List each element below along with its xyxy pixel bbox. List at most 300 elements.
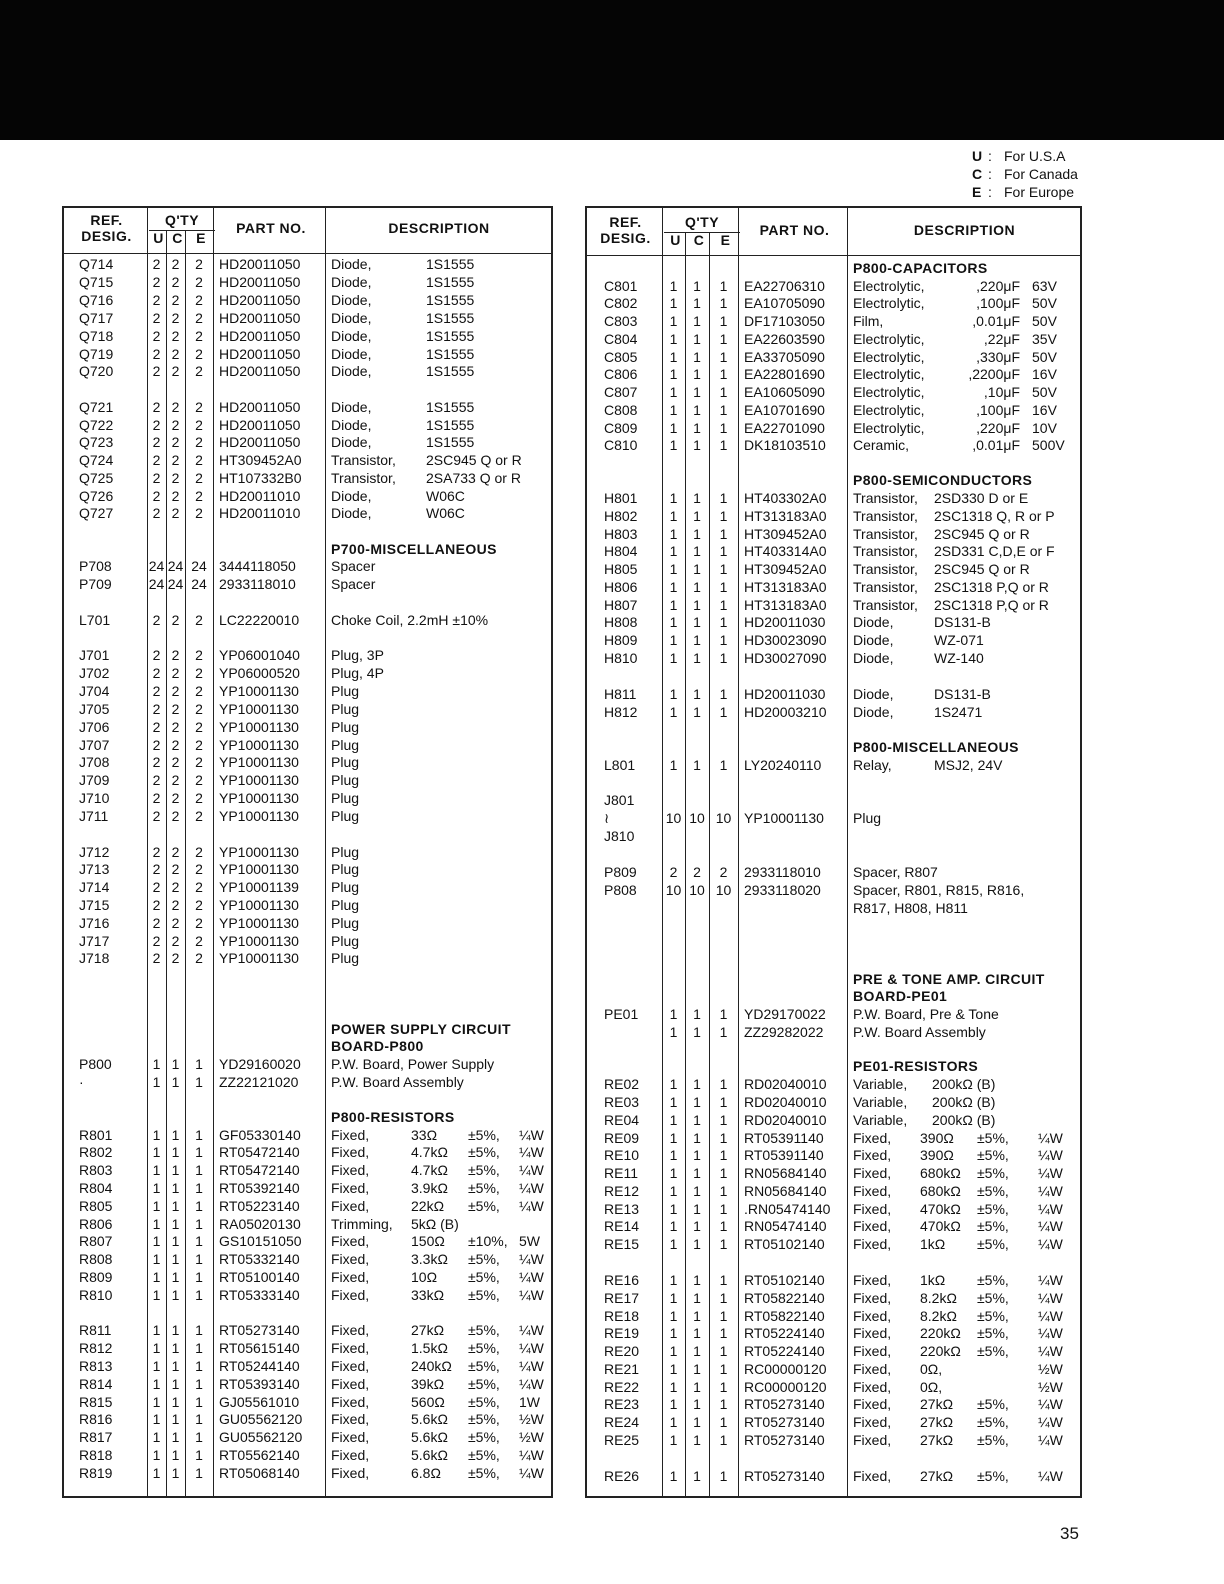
part-number: HD30023090 [744, 632, 827, 648]
parts-row [64, 469, 551, 487]
part-number: YP06001040 [219, 647, 300, 663]
qty-c: 2 [171, 915, 180, 931]
qty-c: 1 [171, 1198, 180, 1214]
ref-desig: J715 [79, 897, 110, 913]
description-value: 8.2kΩ [920, 1290, 957, 1306]
qty-e: 2 [719, 864, 728, 880]
qty-c: 2 [171, 310, 180, 326]
qty-c: 1 [693, 402, 701, 418]
description-value: 2SC945 Q or R [934, 526, 1030, 542]
parts-row [64, 1215, 551, 1233]
description-type: Fixed, [853, 1343, 892, 1359]
description-value: 22kΩ [411, 1198, 445, 1214]
qty-c: 1 [693, 1165, 701, 1181]
parts-row [64, 1232, 551, 1250]
parts-row [64, 1321, 551, 1339]
parts-row [64, 1055, 551, 1073]
description-tolerance: ±5%, [977, 1183, 1009, 1199]
part-number: RT05392140 [219, 1180, 300, 1196]
ref-desig: R810 [79, 1287, 113, 1303]
description-type: Fixed, [853, 1183, 892, 1199]
qty-c: 1 [693, 1147, 701, 1163]
parts-table-right [585, 206, 1082, 1498]
part-number: RT05391140 [744, 1130, 824, 1146]
section-heading-row [587, 471, 1080, 489]
parts-row [587, 1307, 1080, 1325]
description-type: Fixed, [853, 1414, 892, 1430]
qty-e: 2 [195, 434, 203, 450]
qty-c: 1 [171, 1322, 180, 1338]
ref-desig: Q718 [79, 328, 114, 344]
description-tolerance: 35V [1032, 331, 1057, 347]
description-type: Transistor, [853, 579, 918, 595]
qty-c: 1 [693, 1325, 701, 1341]
qty-u: 1 [669, 1290, 678, 1306]
qty-c: 2 [171, 452, 180, 468]
qty-c: 1 [693, 1094, 701, 1110]
qty-e: 2 [195, 933, 203, 949]
qty-u: 1 [669, 1468, 678, 1484]
qty-u: 2 [152, 452, 161, 468]
qty-u: 2 [152, 470, 161, 486]
qty-c: 1 [693, 1468, 701, 1484]
description-value: 3.3kΩ [411, 1251, 448, 1267]
part-number: RT05102140 [744, 1272, 825, 1288]
part-number: DF17103050 [744, 313, 825, 329]
description-value: 220kΩ [920, 1343, 961, 1359]
part-number: RT05393140 [219, 1376, 300, 1392]
description-type: Diode, [853, 686, 894, 702]
description-type: Plug [331, 737, 360, 753]
qty-e: 1 [719, 1094, 728, 1110]
section-heading-row [587, 1057, 1080, 1075]
parts-row [64, 1375, 551, 1393]
qty-c: 1 [171, 1447, 180, 1463]
top-black-band [0, 0, 1224, 140]
ref-desig: RE14 [604, 1218, 640, 1234]
parts-row: C809 1 1 1 EA22701090 Electrolytic, 220μF, 10V [604, 420, 1057, 436]
qty-e: 1 [195, 1411, 203, 1427]
section-heading: PE01-RESISTORS [853, 1058, 979, 1074]
description-rating: ¼W [1038, 1236, 1063, 1252]
part-number: RT05223140 [219, 1198, 300, 1214]
qty-e: 1 [195, 1216, 203, 1232]
parts-row [64, 860, 551, 878]
description-rating: ¼W [1038, 1165, 1063, 1181]
qty-c: 1 [693, 1130, 701, 1146]
qty-c: 1 [693, 579, 701, 595]
section-heading-row [587, 259, 1080, 277]
qty-u: 2 [152, 665, 161, 681]
part-number: RT05332140 [219, 1251, 300, 1267]
part-number: YD29160020 [219, 1056, 301, 1072]
description-type: Electrolytic, [853, 420, 925, 436]
qty-u: 1 [669, 1112, 678, 1128]
part-number: GU05562120 [219, 1411, 303, 1427]
parts-row [64, 807, 551, 825]
qty-c: 1 [693, 295, 701, 311]
parts-row: C804 1 1 1 EA22603590 Electrolytic, 22μF, 35V [604, 331, 1057, 347]
parts-row [64, 789, 551, 807]
ref-desig: J716 [79, 915, 110, 931]
qty-e: 1 [195, 1127, 203, 1143]
part-number: YP10001130 [219, 861, 299, 877]
parts-row [587, 1431, 1080, 1449]
description-type: Transistor, [853, 490, 918, 506]
ref-desig: R818 [79, 1447, 113, 1463]
description-tolerance: ±5%, [468, 1376, 500, 1392]
description-type: Plug [853, 810, 882, 826]
description-type: Electrolytic, [853, 384, 925, 400]
description-value: 2SC1318 P,Q or R [934, 579, 1049, 595]
qty-c: 1 [693, 1379, 701, 1395]
qty-e: 2 [195, 505, 203, 521]
parts-row [587, 1360, 1080, 1378]
ref-desig: H808 [604, 614, 638, 630]
parts-row [64, 1143, 551, 1161]
part-number: YP10001130 [219, 772, 299, 788]
description-tolerance: 16V [1032, 402, 1057, 418]
parts-row: C807 1 1 1 EA10605090 Electrolytic, 10μF, 50V [604, 384, 1057, 400]
description-tolerance: ±5%, [977, 1272, 1009, 1288]
qty-u: 1 [152, 1269, 161, 1285]
qty-c: 2 [171, 950, 180, 966]
section-heading-row [64, 1020, 551, 1038]
parts-row [587, 1378, 1080, 1396]
description-value: DS131-B [934, 686, 991, 702]
description-type: Fixed, [853, 1432, 892, 1448]
parts-row [587, 881, 1080, 899]
qty-e: 1 [719, 650, 728, 666]
ref-desig: R814 [79, 1376, 113, 1392]
qty-e: 1 [195, 1447, 203, 1463]
parts-row [64, 255, 551, 273]
description-type: Fixed, [853, 1130, 892, 1146]
description-value: 27kΩ [920, 1432, 954, 1448]
qty-e: 1 [719, 1201, 728, 1217]
qty-c: 1 [171, 1216, 180, 1232]
header-c: C [172, 230, 183, 246]
qty-c: 1 [693, 490, 701, 506]
description-rating: ¼W [1038, 1343, 1063, 1359]
qty-e: 1 [195, 1198, 203, 1214]
part-number: LY20240110 [744, 757, 822, 773]
qty-u: 1 [669, 402, 678, 418]
description-type: Fixed, [331, 1394, 370, 1410]
description-type: P.W. Board Assembly [853, 1024, 986, 1040]
qty-u: 2 [152, 737, 161, 753]
qty-c: 2 [171, 772, 180, 788]
ref-desig: C805 [604, 349, 638, 365]
part-number: HD20011030 [744, 614, 826, 630]
parts-row [587, 1129, 1080, 1147]
description-type: Fixed, [331, 1358, 370, 1374]
qty-e: 2 [195, 915, 203, 931]
description-type: Fixed, [331, 1233, 370, 1249]
qty-u: 2 [152, 933, 161, 949]
part-number: RD02040010 [744, 1076, 827, 1092]
parts-row [587, 791, 1080, 809]
part-number: YP10001130 [219, 790, 299, 806]
part-number: RT05273140 [744, 1432, 825, 1448]
part-number: HD20011010 [219, 505, 301, 521]
qty-c: 1 [693, 561, 701, 577]
description-type: Fixed, [853, 1201, 892, 1217]
description-value: W06C [426, 505, 465, 521]
parts-row [587, 756, 1080, 774]
qty-u: 1 [669, 278, 678, 294]
part-number: 2933118010 [219, 576, 296, 592]
qty-c: 1 [171, 1465, 180, 1481]
legend-colon: : [988, 148, 992, 164]
qty-c: 2 [171, 417, 180, 433]
description-rating: ¼W [1038, 1414, 1063, 1430]
qty-c: 1 [693, 686, 701, 702]
part-number: RN05684140 [744, 1165, 827, 1181]
legend-text: For U.S.A [1004, 148, 1066, 164]
qty-c: 1 [171, 1180, 180, 1196]
description-type: Fixed, [331, 1322, 370, 1338]
description-type: Diode, [331, 310, 372, 326]
ref-desig: J714 [79, 879, 110, 895]
qty-u: 1 [152, 1411, 161, 1427]
qty-e: 1 [719, 1147, 728, 1163]
qty-e: 1 [719, 349, 728, 365]
qty-c: 1 [171, 1162, 180, 1178]
qty-u: 1 [152, 1447, 161, 1463]
qty-c: 1 [693, 384, 701, 400]
ref-desig: Q721 [79, 399, 114, 415]
qty-c: 1 [693, 543, 701, 559]
parts-row [587, 596, 1080, 614]
qty-e: 1 [195, 1429, 203, 1445]
part-number: YP10001130 [219, 701, 299, 717]
part-number: RN05474140 [744, 1218, 827, 1234]
description-type: Choke Coil, 2.2mH ±10% [331, 612, 489, 628]
description-value: 200kΩ (B) [932, 1112, 996, 1128]
description-tolerance: ±5%, [468, 1447, 500, 1463]
parts-row [64, 362, 551, 380]
description-tolerance: ±5%, [468, 1465, 500, 1481]
description-value: 200kΩ (B) [932, 1076, 996, 1092]
description-tolerance: ±10%, [468, 1233, 508, 1249]
qty-e: 2 [195, 701, 203, 717]
page-number: 35 [1060, 1524, 1079, 1543]
description-type: Plug [331, 754, 360, 770]
parts-row [587, 1342, 1080, 1360]
parts-row [587, 1289, 1080, 1307]
ref-desig: J712 [79, 844, 110, 860]
parts-row [587, 649, 1080, 667]
qty-e: 1 [719, 437, 728, 453]
part-number: LC22220010 [219, 612, 300, 628]
ref-desig: Q717 [79, 310, 114, 326]
qty-e: 1 [719, 686, 728, 702]
qty-c: 2 [171, 346, 180, 362]
ref-desig: Q727 [79, 505, 114, 521]
description-type: Spacer [331, 558, 376, 574]
qty-u: 2 [152, 399, 161, 415]
part-number: RT05224140 [744, 1325, 825, 1341]
qty-u: 1 [152, 1127, 161, 1143]
qty-u: 2 [152, 488, 161, 504]
qty-c: 2 [171, 256, 180, 272]
qty-e: 1 [719, 597, 728, 613]
description-type: Spacer [331, 576, 376, 592]
qty-c: 2 [171, 808, 180, 824]
part-number: HD20011050 [219, 363, 301, 379]
part-number: HD20011050 [219, 310, 301, 326]
region-legend [972, 147, 1078, 201]
qty-u: 1 [669, 1024, 678, 1040]
qty-u: 1 [669, 331, 678, 347]
part-number: HT309452A0 [219, 452, 302, 468]
ref-desig: RE26 [604, 1468, 640, 1484]
qty-c: 1 [693, 704, 701, 720]
part-number: RA05020130 [219, 1216, 301, 1232]
description-tolerance: ±5%, [468, 1127, 500, 1143]
parts-row: C802 1 1 1 EA10705090 Electrolytic, 100μF, 50V [604, 295, 1057, 311]
parts-row [587, 1111, 1080, 1129]
qty-e: 1 [719, 1112, 728, 1128]
part-number: YP06000520 [219, 665, 300, 681]
ref-desig: Q719 [79, 346, 114, 362]
parts-row [64, 753, 551, 771]
qty-u: 1 [152, 1376, 161, 1392]
description-rating: ¼W [519, 1144, 544, 1160]
part-number: HD20011050 [219, 417, 301, 433]
description-type: Fixed, [331, 1251, 370, 1267]
qty-e: 1 [719, 295, 728, 311]
parts-row [587, 1023, 1080, 1041]
ref-desig: L701 [79, 612, 111, 628]
description-type: Variable, [853, 1094, 908, 1110]
parts-row [64, 345, 551, 363]
ref-desig: C806 [604, 366, 638, 382]
qty-c: 24 [167, 558, 184, 574]
qty-e: 2 [195, 719, 203, 735]
parts-row: C806 1 1 1 EA22801690 Electrolytic, 2200μF, 16V [604, 366, 1057, 382]
part-number: 2933118020 [744, 882, 821, 898]
ref-desig: RE02 [604, 1076, 640, 1092]
description-type: Plug [331, 897, 360, 913]
header-ref: REF. [609, 214, 642, 230]
ref-desig: RE17 [604, 1290, 640, 1306]
description-tolerance: 50V [1032, 384, 1057, 400]
description-type: Spacer, R807 [853, 864, 938, 880]
part-number: HT313183A0 [744, 508, 827, 524]
description-rating: ¼W [519, 1251, 544, 1267]
qty-c: 1 [693, 1024, 701, 1040]
description-type: Fixed, [331, 1180, 370, 1196]
description-type: Fixed, [331, 1411, 370, 1427]
qty-u: 2 [152, 754, 161, 770]
description-tolerance: 50V [1032, 349, 1057, 365]
description-value: 1S1555 [426, 328, 475, 344]
description-type: Plug [331, 915, 360, 931]
qty-e: 1 [719, 561, 728, 577]
ref-desig: RE11 [604, 1165, 638, 1181]
description-type: Diode, [331, 505, 372, 521]
part-number: EA10705090 [744, 295, 825, 311]
ref-desig: R811 [79, 1322, 112, 1338]
description-rating: ¼W [519, 1198, 544, 1214]
description-type: Diode, [331, 363, 372, 379]
qty-e: 2 [195, 363, 203, 379]
description-tolerance: ±5%, [468, 1322, 500, 1338]
qty-u: 1 [669, 757, 678, 773]
qty-e: 2 [195, 790, 203, 806]
qty-e: 2 [195, 256, 203, 272]
qty-e: 1 [719, 1308, 728, 1324]
qty-e: 2 [195, 470, 203, 486]
qty-e: 2 [195, 399, 203, 415]
qty-e: 1 [719, 1165, 728, 1181]
description-type: Fixed, [853, 1396, 892, 1412]
parts-row [64, 736, 551, 754]
part-number: YP10001130 [219, 897, 299, 913]
parts-row [64, 1126, 551, 1144]
qty-u: 24 [148, 558, 165, 574]
parts-table-left [62, 206, 553, 1498]
description-tolerance: 63V [1032, 278, 1057, 294]
parts-row [64, 451, 551, 469]
qty-u: 1 [669, 1094, 678, 1110]
part-number: RT05391140 [744, 1147, 824, 1163]
qty-c: 1 [693, 1361, 701, 1377]
description-rating: ¼W [1038, 1147, 1063, 1163]
qty-e: 1 [719, 420, 728, 436]
description-type: Fixed, [331, 1144, 370, 1160]
part-number: GS10151050 [219, 1233, 302, 1249]
part-number: ZZ29282022 [744, 1024, 824, 1040]
qty-e: 1 [719, 632, 728, 648]
qty-e: 2 [195, 754, 203, 770]
qty-e: 1 [719, 1290, 728, 1306]
section-heading: P800-RESISTORS [331, 1109, 455, 1125]
parts-row [64, 771, 551, 789]
part-number: EA22706310 [744, 278, 825, 294]
description-type: Fixed, [853, 1218, 892, 1234]
ref-desig: J810 [604, 828, 635, 844]
ref-desig: H811 [604, 686, 637, 702]
qty-u: 1 [152, 1144, 161, 1160]
legend-text: For Europe [1004, 184, 1075, 200]
description-rating: ¼W [1038, 1201, 1063, 1217]
qty-e: 1 [719, 1468, 728, 1484]
description-type: Fixed, [853, 1361, 892, 1377]
ref-desig: P800 [79, 1056, 112, 1072]
part-number: GF05330140 [219, 1127, 301, 1143]
parts-row [587, 1271, 1080, 1289]
description-rating: ½W [1038, 1379, 1063, 1395]
description-tolerance: ±5%, [977, 1236, 1009, 1252]
description-tolerance: ±5%, [977, 1290, 1009, 1306]
part-number: ZZ22121020 [219, 1074, 299, 1090]
ref-desig: RE04 [604, 1112, 640, 1128]
ref-desig: RE22 [604, 1379, 640, 1395]
qty-c: 1 [171, 1056, 180, 1072]
description-value: 470kΩ [920, 1218, 961, 1234]
ref-desig: J708 [79, 754, 110, 770]
parts-row [64, 1197, 551, 1215]
qty-u: 1 [669, 313, 678, 329]
part-number: RT05472140 [219, 1162, 300, 1178]
ref-desig: ≀ [604, 810, 610, 826]
description-tolerance: 500V [1032, 437, 1065, 453]
description-value: 27kΩ [920, 1468, 954, 1484]
qty-u: 1 [669, 614, 678, 630]
